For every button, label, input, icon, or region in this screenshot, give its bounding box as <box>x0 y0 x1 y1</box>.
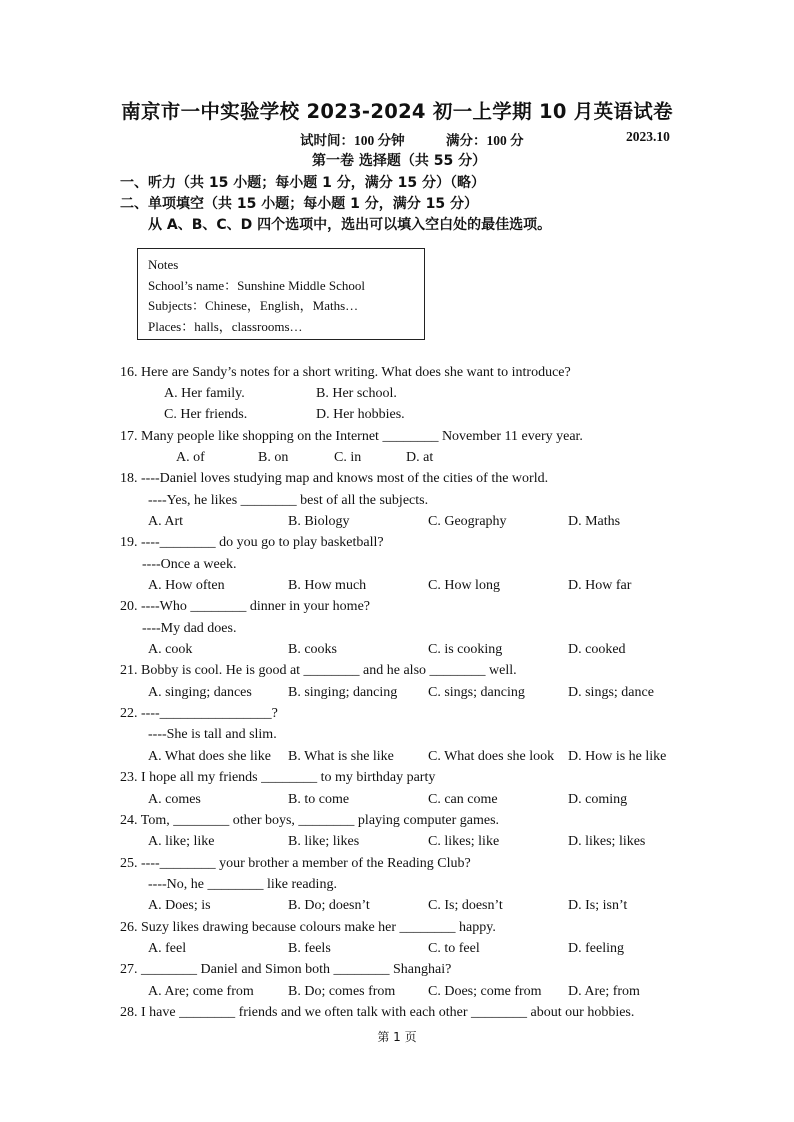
section-single-choice: 二、单项填空（共 15 小题；每小题 1 分，满分 15 分） <box>120 196 478 212</box>
option: B. singing; dancing <box>288 685 398 700</box>
option: B. What is she like <box>288 749 394 764</box>
option: D. Is; isn’t <box>568 898 628 913</box>
question-text: 25. ----________ your brother a member of the Reading Club? <box>120 856 471 871</box>
question-text: 28. I have ________ friends and we often talk with each other ________ about our hobbies. <box>120 1005 635 1020</box>
option: D. at <box>406 450 434 465</box>
option: A. Her family. <box>164 386 245 401</box>
option: C. is cooking <box>428 642 503 657</box>
question-text: 18. ----Daniel loves studying map and knows most of the cities of the world. <box>120 471 549 486</box>
option: A. singing; dances <box>148 685 252 700</box>
exam-title: 南京市一中实验学校 2023-2024 初一上学期 10 月英语试卷 <box>121 100 673 123</box>
option: B. feels <box>288 941 331 956</box>
instruction: 从 A、B、C、D 四个选项中，选出可以填入空白处的最佳选项。 <box>148 217 552 233</box>
question-text: ----My dad does. <box>142 621 237 636</box>
option: B. on <box>258 450 289 465</box>
option: C. sings; dancing <box>428 685 525 700</box>
option: B. to come <box>288 792 350 807</box>
option: B. Her school. <box>316 386 397 401</box>
notes-box <box>137 248 425 340</box>
option: B. like; likes <box>288 834 360 849</box>
option: D. sings; dance <box>568 685 654 700</box>
question-text: ----Yes, he likes ________ best of all the subjects. <box>148 493 429 508</box>
exam-time: 试时间：100 分钟 <box>300 133 405 148</box>
question-text: 27. ________ Daniel and Simon both ________ Shanghai? <box>120 962 452 977</box>
option: D. Are; from <box>568 984 640 999</box>
option: C. Geography <box>428 514 507 529</box>
option: D. Her hobbies. <box>316 407 405 422</box>
notes-line: Places：halls，classrooms… <box>148 318 303 334</box>
volume-title: 第一卷 选择题（共 55 分） <box>312 153 487 169</box>
question-text: ----Once a week. <box>142 557 237 572</box>
option: A. What does she like <box>148 749 271 764</box>
option: B. Do; comes from <box>288 984 396 999</box>
notes-line: School’s name：Sunshine Middle School <box>148 277 366 293</box>
option: C. likes; like <box>428 834 500 849</box>
option: D. How is he like <box>568 749 667 764</box>
option: C. Is; doesn’t <box>428 898 503 913</box>
option: A. Are; come from <box>148 984 254 999</box>
question-text: 22. ----________________? <box>120 706 278 721</box>
question-text: ----No, he ________ like reading. <box>148 877 337 892</box>
option: D. likes; likes <box>568 834 646 849</box>
option: A. Does; is <box>148 898 211 913</box>
option: C. How long <box>428 578 500 593</box>
option: B. Biology <box>288 514 350 529</box>
question-text: 26. Suzy likes drawing because colours make her ________ happy. <box>120 920 496 935</box>
question-text: 20. ----Who ________ dinner in your home? <box>120 599 370 614</box>
option: D. How far <box>568 578 632 593</box>
notes-title: Notes <box>148 257 179 272</box>
option: C. in <box>334 450 362 465</box>
question-text: 24. Tom, ________ other boys, ________ playing computer games. <box>120 813 500 828</box>
option: B. How much <box>288 578 367 593</box>
question-text: 16. Here are Sandy’s notes for a short writing. What does she want to introduce? <box>120 365 571 380</box>
option: C. Her friends. <box>164 407 248 422</box>
option: A. How often <box>148 578 225 593</box>
option: D. cooked <box>568 642 626 657</box>
option: A. of <box>176 450 205 465</box>
option: D. Maths <box>568 514 621 529</box>
section-listening: 一、听力（共 15 小题；每小题 1 分，满分 15 分）（略） <box>120 175 485 191</box>
exam-date: 2023.10 <box>626 129 670 144</box>
question-text: 19. ----________ do you go to play basketball? <box>120 535 384 550</box>
option: C. can come <box>428 792 498 807</box>
notes-line: Subjects：Chinese，English，Maths… <box>148 298 359 313</box>
option: D. coming <box>568 792 628 807</box>
option: C. to feel <box>428 941 480 956</box>
question-text: 17. Many people like shopping on the Internet ________ November 11 every year. <box>120 429 583 444</box>
question-text: 21. Bobby is cool. He is good at ________ and he also ________ well. <box>120 663 517 678</box>
exam-score: 满分：100 分 <box>446 133 524 148</box>
option: A. Art <box>148 514 183 529</box>
option: A. feel <box>148 941 187 956</box>
option: B. Do; doesn’t <box>288 898 370 913</box>
option: C. Does; come from <box>428 984 542 999</box>
question-text: ----She is tall and slim. <box>148 727 277 742</box>
option: A. comes <box>148 792 201 807</box>
option: C. What does she look <box>428 749 555 764</box>
question-text: 23. I hope all my friends ________ to my birthday party <box>120 770 436 785</box>
option: A. cook <box>148 642 193 657</box>
option: A. like; like <box>148 834 215 849</box>
option: B. cooks <box>288 642 337 657</box>
page-number: 第 1 页 <box>377 1030 417 1044</box>
option: D. feeling <box>568 941 624 956</box>
